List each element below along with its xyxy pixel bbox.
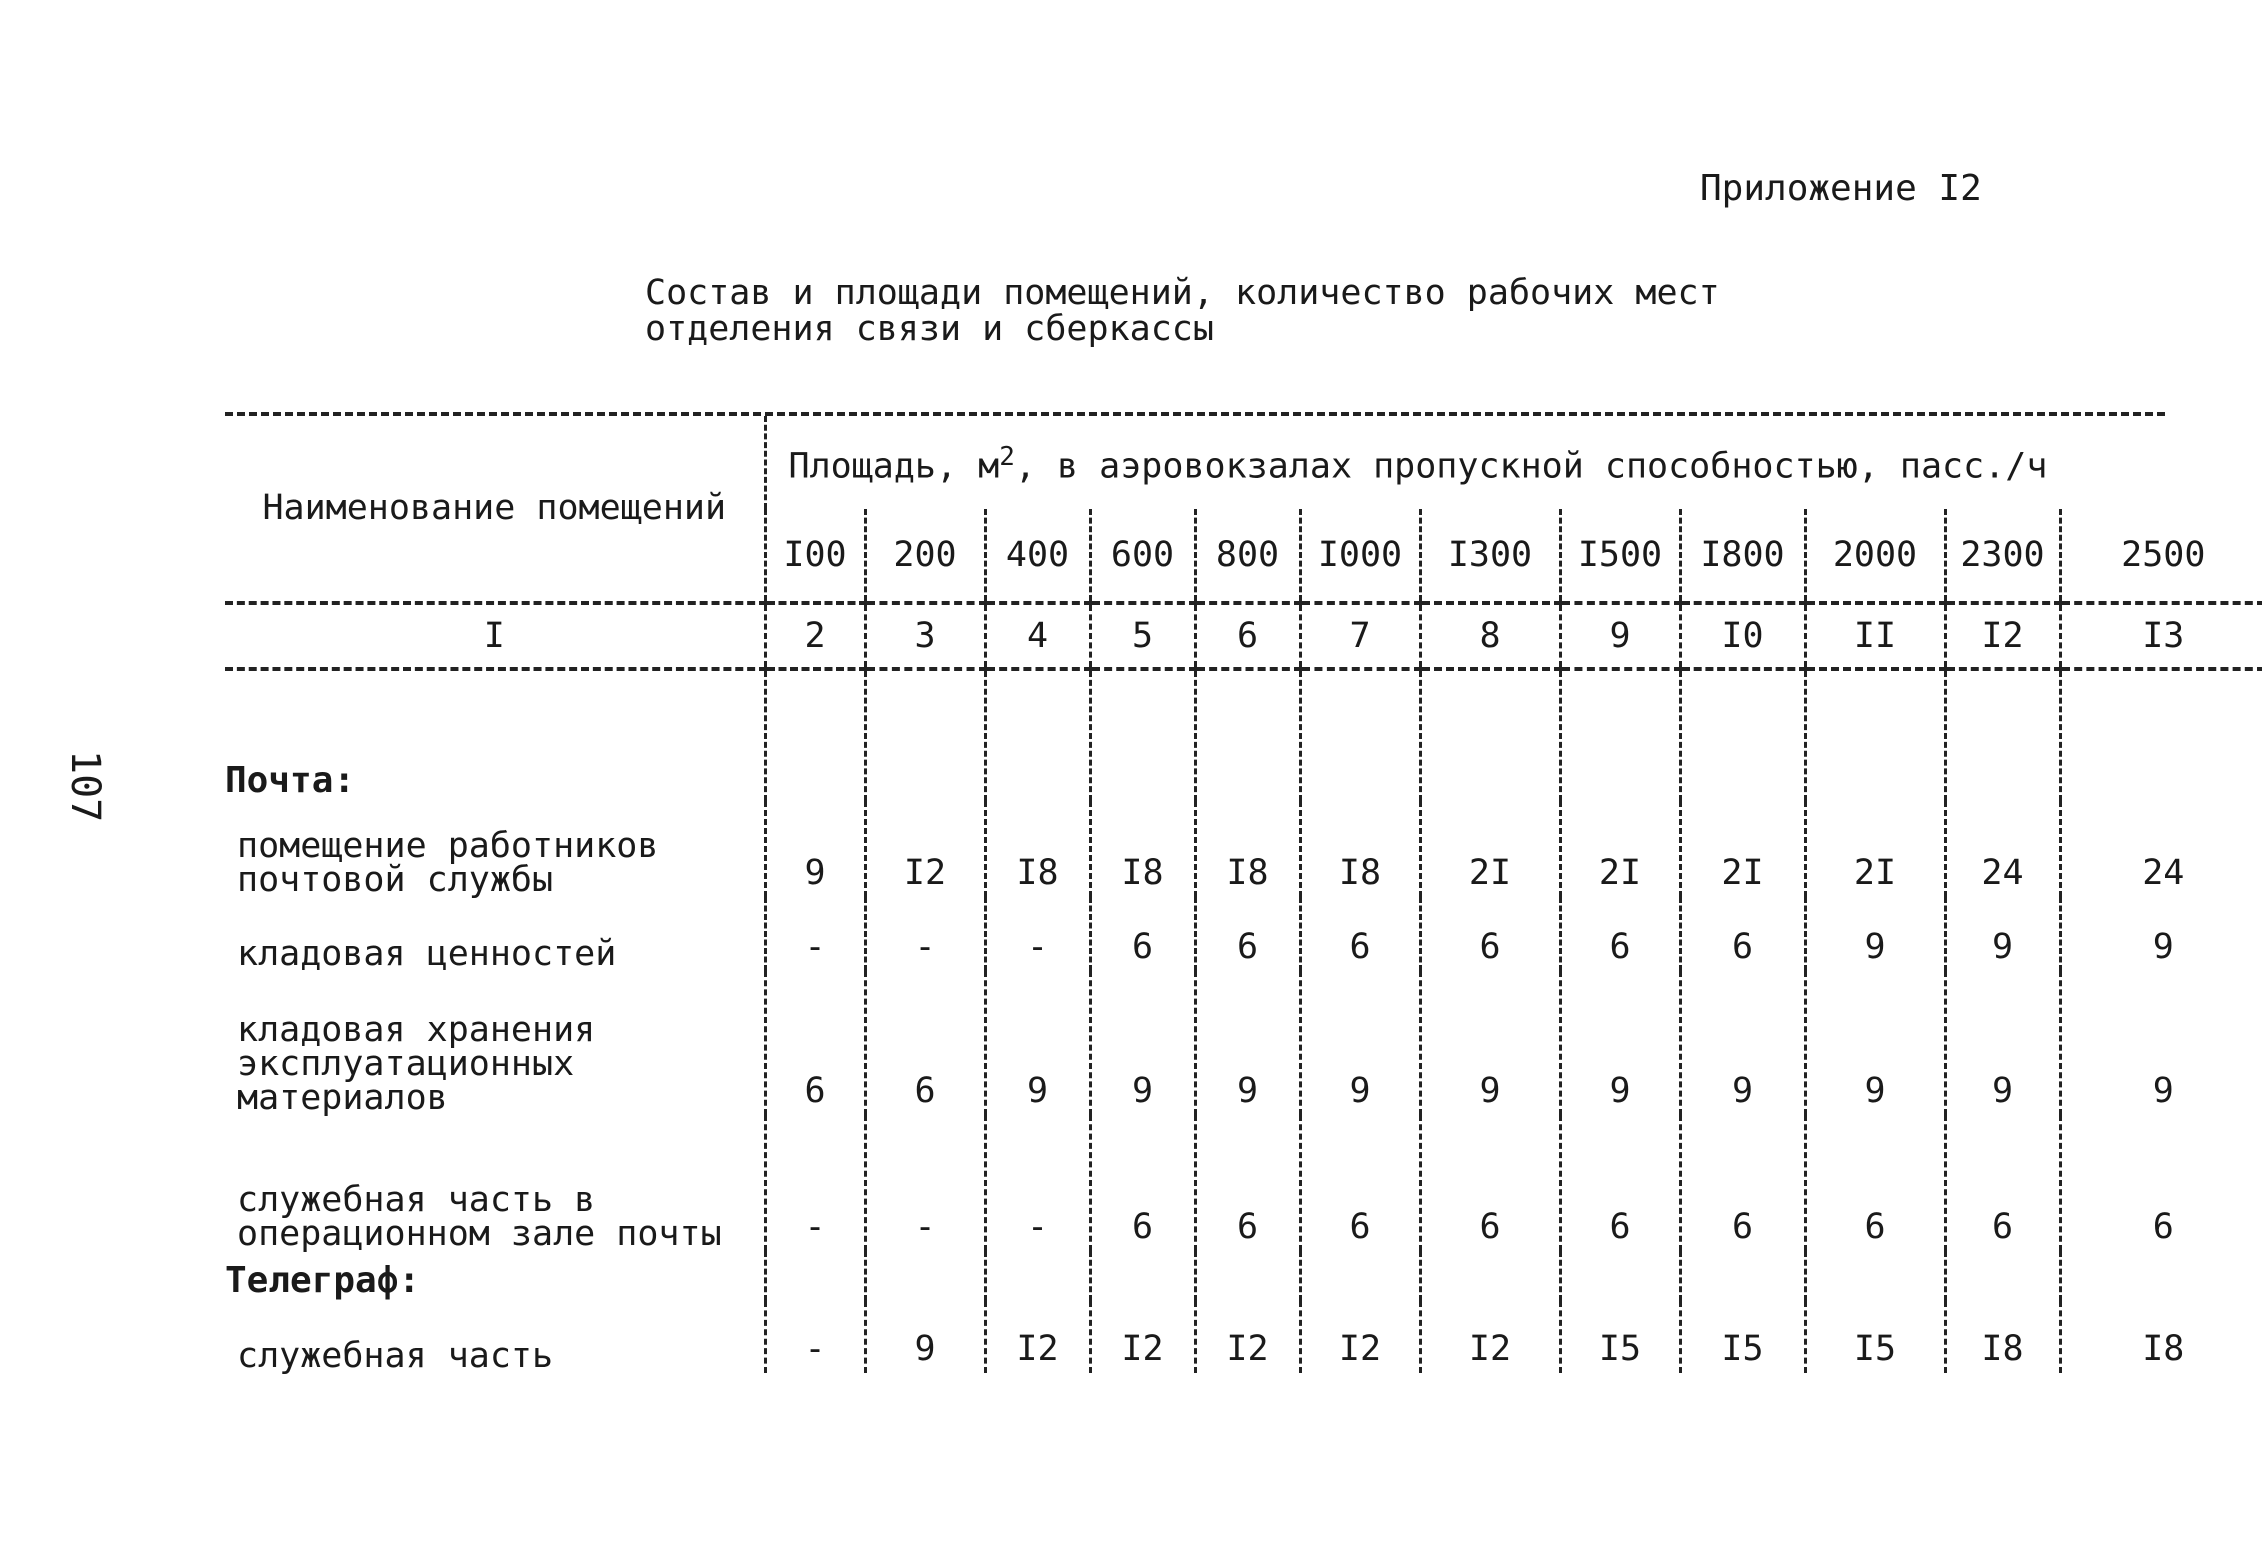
room-name: служебная часть в операционном зале почты (237, 1179, 722, 1254)
capacity-header-cell: 200 (865, 509, 985, 603)
column-index-cell: 8 (1420, 603, 1560, 669)
area-value: 9 (1680, 971, 1805, 1115)
name-column-header: Наименование помещений (225, 416, 765, 603)
area-value: 9 (1945, 971, 2060, 1115)
capacity-header-cell: 800 (1195, 509, 1300, 603)
area-value: I8 (1195, 801, 1300, 897)
area-value: 9 (985, 971, 1090, 1115)
area-header-superscript: 2 (999, 442, 1015, 472)
table-row (225, 1115, 2262, 1251)
column-index-cell: 9 (1560, 603, 1680, 669)
area-value: 9 (1805, 897, 1945, 971)
empty-cell (865, 669, 985, 801)
table-row (225, 1301, 2262, 1373)
area-value: - (985, 1115, 1090, 1251)
empty-cell (1945, 669, 2060, 801)
empty-cell (865, 1251, 985, 1301)
document-title (645, 275, 1720, 347)
capacity-header-cell: I800 (1680, 509, 1805, 603)
group-row (225, 1251, 2262, 1301)
area-value: 6 (1420, 897, 1560, 971)
area-value: I2 (1195, 1301, 1300, 1373)
area-value: 6 (1090, 1115, 1195, 1251)
area-value: - (865, 1115, 985, 1251)
area-value: - (865, 897, 985, 971)
title-line-2: отделения связи и сберкассы (645, 309, 1214, 349)
area-value: 9 (1195, 971, 1300, 1115)
area-value: 24 (2060, 801, 2262, 897)
room-name: кладовая ценностей (237, 933, 617, 974)
area-value: I2 (1420, 1301, 1560, 1373)
area-value: 6 (2060, 1115, 2262, 1251)
column-index-cell: I2 (1945, 603, 2060, 669)
empty-cell (1300, 1251, 1420, 1301)
area-value: 6 (1300, 1115, 1420, 1251)
area-value: - (765, 1301, 865, 1373)
room-name: помещение работников почтовой службы (237, 825, 659, 900)
area-header-post: , в аэровокзалах пропускной способностью, пасс./ч (1014, 446, 2048, 487)
title-line-1: Состав и площади помещений, количество рабочих мест (645, 273, 1720, 313)
area-value: I8 (985, 801, 1090, 897)
area-value: 6 (1945, 1115, 2060, 1251)
area-value: 9 (1560, 971, 1680, 1115)
area-value: 6 (1420, 1115, 1560, 1251)
area-value: I5 (1680, 1301, 1805, 1373)
room-name: кладовая хранения эксплуатационных материалов (237, 1009, 596, 1118)
area-value: 6 (1680, 897, 1805, 971)
column-index-cell: I (225, 603, 765, 669)
empty-cell (985, 669, 1090, 801)
group-title: Почта: (225, 759, 356, 801)
area-span-header (765, 416, 2262, 509)
area-value: 6 (765, 971, 865, 1115)
area-value: 2I (1560, 801, 1680, 897)
table-body (225, 669, 2262, 1376)
empty-cell (1420, 1251, 1560, 1301)
column-index-row (225, 603, 2262, 669)
area-value: 9 (1300, 971, 1420, 1115)
area-header-pre: Площадь, м (788, 446, 1000, 487)
group-row (225, 669, 2262, 801)
column-index-cell: 4 (985, 603, 1090, 669)
area-value: I2 (1090, 1301, 1195, 1373)
empty-cell (1805, 669, 1945, 801)
area-value: 9 (1945, 897, 2060, 971)
area-value: 24 (1945, 801, 2060, 897)
area-value: - (765, 1115, 865, 1251)
capacity-header-cell: I500 (1560, 509, 1680, 603)
capacity-header-cell: 2500 (2060, 509, 2262, 603)
area-value: 6 (1195, 897, 1300, 971)
column-index-cell: II (1805, 603, 1945, 669)
area-value: 9 (2060, 897, 2262, 971)
rooms-area-table-container (225, 412, 2206, 1376)
area-value: I2 (865, 801, 985, 897)
empty-cell (1560, 1251, 1680, 1301)
area-value: 6 (865, 971, 985, 1115)
column-index-cell: 5 (1090, 603, 1195, 669)
area-value: 2I (1420, 801, 1560, 897)
empty-cell (2060, 669, 2262, 801)
capacity-header-cell: I000 (1300, 509, 1420, 603)
empty-cell (1420, 669, 1560, 801)
empty-cell (1090, 669, 1195, 801)
area-value: - (765, 897, 865, 971)
area-value: 9 (1805, 971, 1945, 1115)
area-value: I8 (1090, 801, 1195, 897)
column-index-cell: I0 (1680, 603, 1805, 669)
column-index-cell: 7 (1300, 603, 1420, 669)
capacity-header-cell: 2000 (1805, 509, 1945, 603)
area-value: I8 (1300, 801, 1420, 897)
area-value: I8 (1945, 1301, 2060, 1373)
capacity-header-cell: 400 (985, 509, 1090, 603)
area-value: I2 (985, 1301, 1090, 1373)
area-value: 6 (1680, 1115, 1805, 1251)
area-value: - (985, 897, 1090, 971)
area-value: 6 (1560, 897, 1680, 971)
table-row (225, 801, 2262, 897)
empty-cell (1805, 1251, 1945, 1301)
empty-cell (765, 669, 865, 801)
empty-cell (1300, 669, 1420, 801)
table-row (225, 897, 2262, 971)
empty-cell (765, 1251, 865, 1301)
empty-cell (1090, 1251, 1195, 1301)
page-number: 107 (62, 750, 108, 823)
rooms-area-table (225, 416, 2262, 1376)
area-value: 6 (1195, 1115, 1300, 1251)
empty-cell (1945, 1251, 2060, 1301)
room-name: служебная часть (237, 1335, 554, 1376)
empty-cell (1195, 669, 1300, 801)
column-index-cell: I3 (2060, 603, 2262, 669)
area-value: 9 (765, 801, 865, 897)
empty-cell (1680, 1251, 1805, 1301)
table-row (225, 971, 2262, 1115)
column-index-cell: 6 (1195, 603, 1300, 669)
area-value: 6 (1300, 897, 1420, 971)
empty-cell (1560, 669, 1680, 801)
empty-cell (985, 1251, 1090, 1301)
area-value: 6 (1805, 1115, 1945, 1251)
area-value: 6 (1090, 897, 1195, 971)
area-value: 6 (1560, 1115, 1680, 1251)
empty-cell (1195, 1251, 1300, 1301)
area-value: 9 (2060, 971, 2262, 1115)
group-title: Телеграф: (225, 1259, 421, 1301)
empty-cell (1680, 669, 1805, 801)
appendix-label: Приложение I2 (1700, 168, 1982, 209)
capacity-header-cell: I00 (765, 509, 865, 603)
area-value: I5 (1805, 1301, 1945, 1373)
column-index-cell: 2 (765, 603, 865, 669)
area-value: 2I (1680, 801, 1805, 897)
area-value: I8 (2060, 1301, 2262, 1373)
column-index-cell: 3 (865, 603, 985, 669)
area-value: I2 (1300, 1301, 1420, 1373)
area-value: 9 (865, 1301, 985, 1373)
capacity-header-cell: 2300 (1945, 509, 2060, 603)
empty-cell (2060, 1251, 2262, 1301)
area-value: 2I (1805, 801, 1945, 897)
capacity-header-cell: 600 (1090, 509, 1195, 603)
area-value: I5 (1560, 1301, 1680, 1373)
area-value: 9 (1420, 971, 1560, 1115)
capacity-header-cell: I300 (1420, 509, 1560, 603)
area-value: 9 (1090, 971, 1195, 1115)
